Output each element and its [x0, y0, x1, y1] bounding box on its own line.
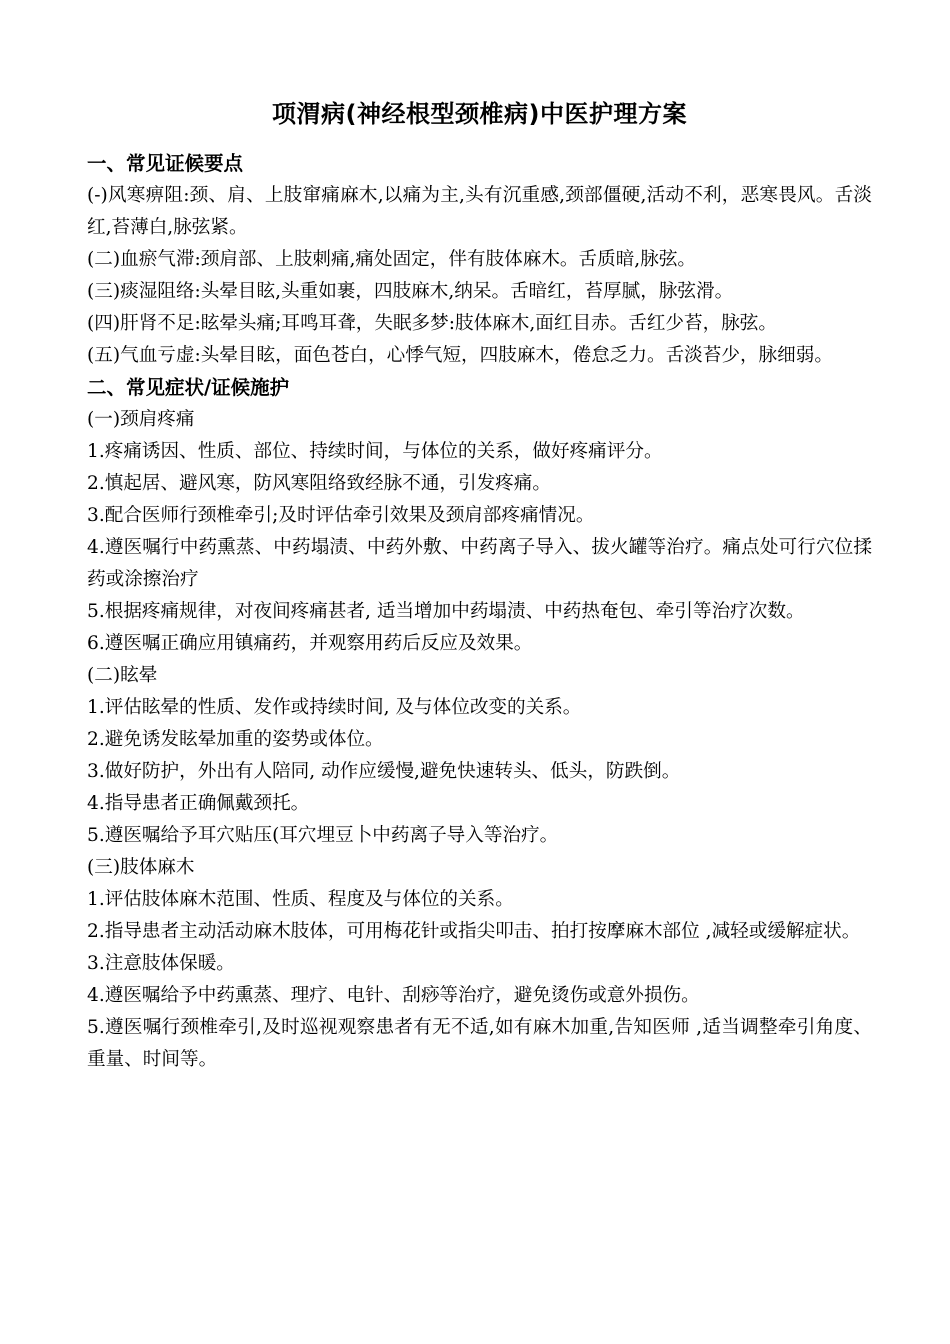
section-symptom-care	[87, 372, 872, 1076]
section-heading: 二、常见症状/证候施护	[87, 376, 290, 399]
care-item: 5.根据疼痛规律，对夜间疼痛甚者, 适当增加中药塌渍、中药热奄包、牵引等治疗次数。	[87, 601, 805, 622]
document-page	[87, 96, 872, 1076]
subsection-limb-numbness	[87, 852, 872, 1076]
care-item: 3.做好防护，外出有人陪同, 动作应缓慢,避免快速转头、低头，防跌倒。	[87, 761, 681, 782]
subsection-dizziness	[87, 660, 872, 852]
page-title: 项渭病(神经根型颈椎病)中医护理方案	[272, 100, 687, 128]
care-item: 3.配合医师行颈椎牵引;及时评估牵引效果及颈肩部疼痛情况。	[87, 505, 595, 526]
syndrome-item: (-)风寒痹阻:颈、肩、上肢窜痛麻木,以痛为主,头有沉重感,颈部僵硬,活动不利，恶寒畏风。舌淡红,苔薄白,脉弦紧。	[87, 185, 872, 238]
care-item: 4.遵医嘱行中药熏蒸、中药塌渍、中药外敷、中药离子导入、拔火罐等治疗。痛点处可行穴位揉药或涂擦治疗	[87, 537, 872, 590]
subsection-heading: (一)颈肩疼痛	[87, 409, 195, 430]
section-common-syndromes	[87, 148, 872, 372]
care-item: 2.避免诱发眩晕加重的姿势或体位。	[87, 729, 384, 750]
syndrome-item: (四)肝肾不足:眩晕头痛;耳鸣耳聋，失眠多梦:肢体麻木,面红目赤。舌红少苔，脉弦。	[87, 313, 777, 334]
care-item: 4.遵医嘱给予中药熏蒸、理疗、电针、刮痧等治疗，避免烫伤或意外损伤。	[87, 985, 700, 1006]
care-item: 2.指导患者主动活动麻木肢体，可用梅花针或指尖叩击、拍打按摩麻木部位 ,减轻或缓解症状。	[87, 921, 861, 942]
care-item: 5.遵医嘱给予耳穴贴压(耳穴埋豆卜中药离子导入等治疗。	[87, 825, 559, 846]
syndrome-item: (五)气血亏虚:头晕目眩，面色苍白，心悸气短，四肢麻木，倦怠乏力。舌淡苔少，脉细弱。	[87, 345, 833, 366]
subsection-heading: (三)肢体麻木	[87, 857, 195, 878]
syndrome-item: (三)痰湿阻络:头晕目眩,头重如裹，四肢麻木,纳呆。舌暗红，苔厚腻，脉弦滑。	[87, 281, 734, 302]
care-item: 1.疼痛诱因、性质、部位、持续时间，与体位的关系，做好疼痛评分。	[87, 441, 663, 462]
section-heading: 一、常见证候要点	[87, 152, 244, 175]
subsection-heading: (二)眩晕	[87, 665, 158, 686]
care-item: 1.评估肢体麻木范围、性质、程度及与体位的关系。	[87, 889, 514, 910]
care-item: 5.遵医嘱行颈椎牵引,及时巡视观察患者有无不适,如有麻木加重,告知医师 ,适当调整牵引角度、重量、时间等。	[87, 1017, 872, 1070]
care-item: 1.评估眩晕的性质、发作或持续时间, 及与体位改变的关系。	[87, 697, 582, 718]
care-item: 2.慎起居、避风寒，防风寒阻络致经脉不通，引发疼痛。	[87, 473, 551, 494]
subsection-neck-shoulder-pain	[87, 404, 872, 660]
syndrome-item: (二)血瘀气滞:颈肩部、上肢刺痛,痛处固定，伴有肢体麻木。舌质暗,脉弦。	[87, 249, 697, 270]
care-item: 3.注意肢体保暖。	[87, 953, 235, 974]
care-item: 6.遵医嘱正确应用镇痛药，并观察用药后反应及效果。	[87, 633, 533, 654]
care-item: 4.指导患者正确佩戴颈托。	[87, 793, 310, 814]
